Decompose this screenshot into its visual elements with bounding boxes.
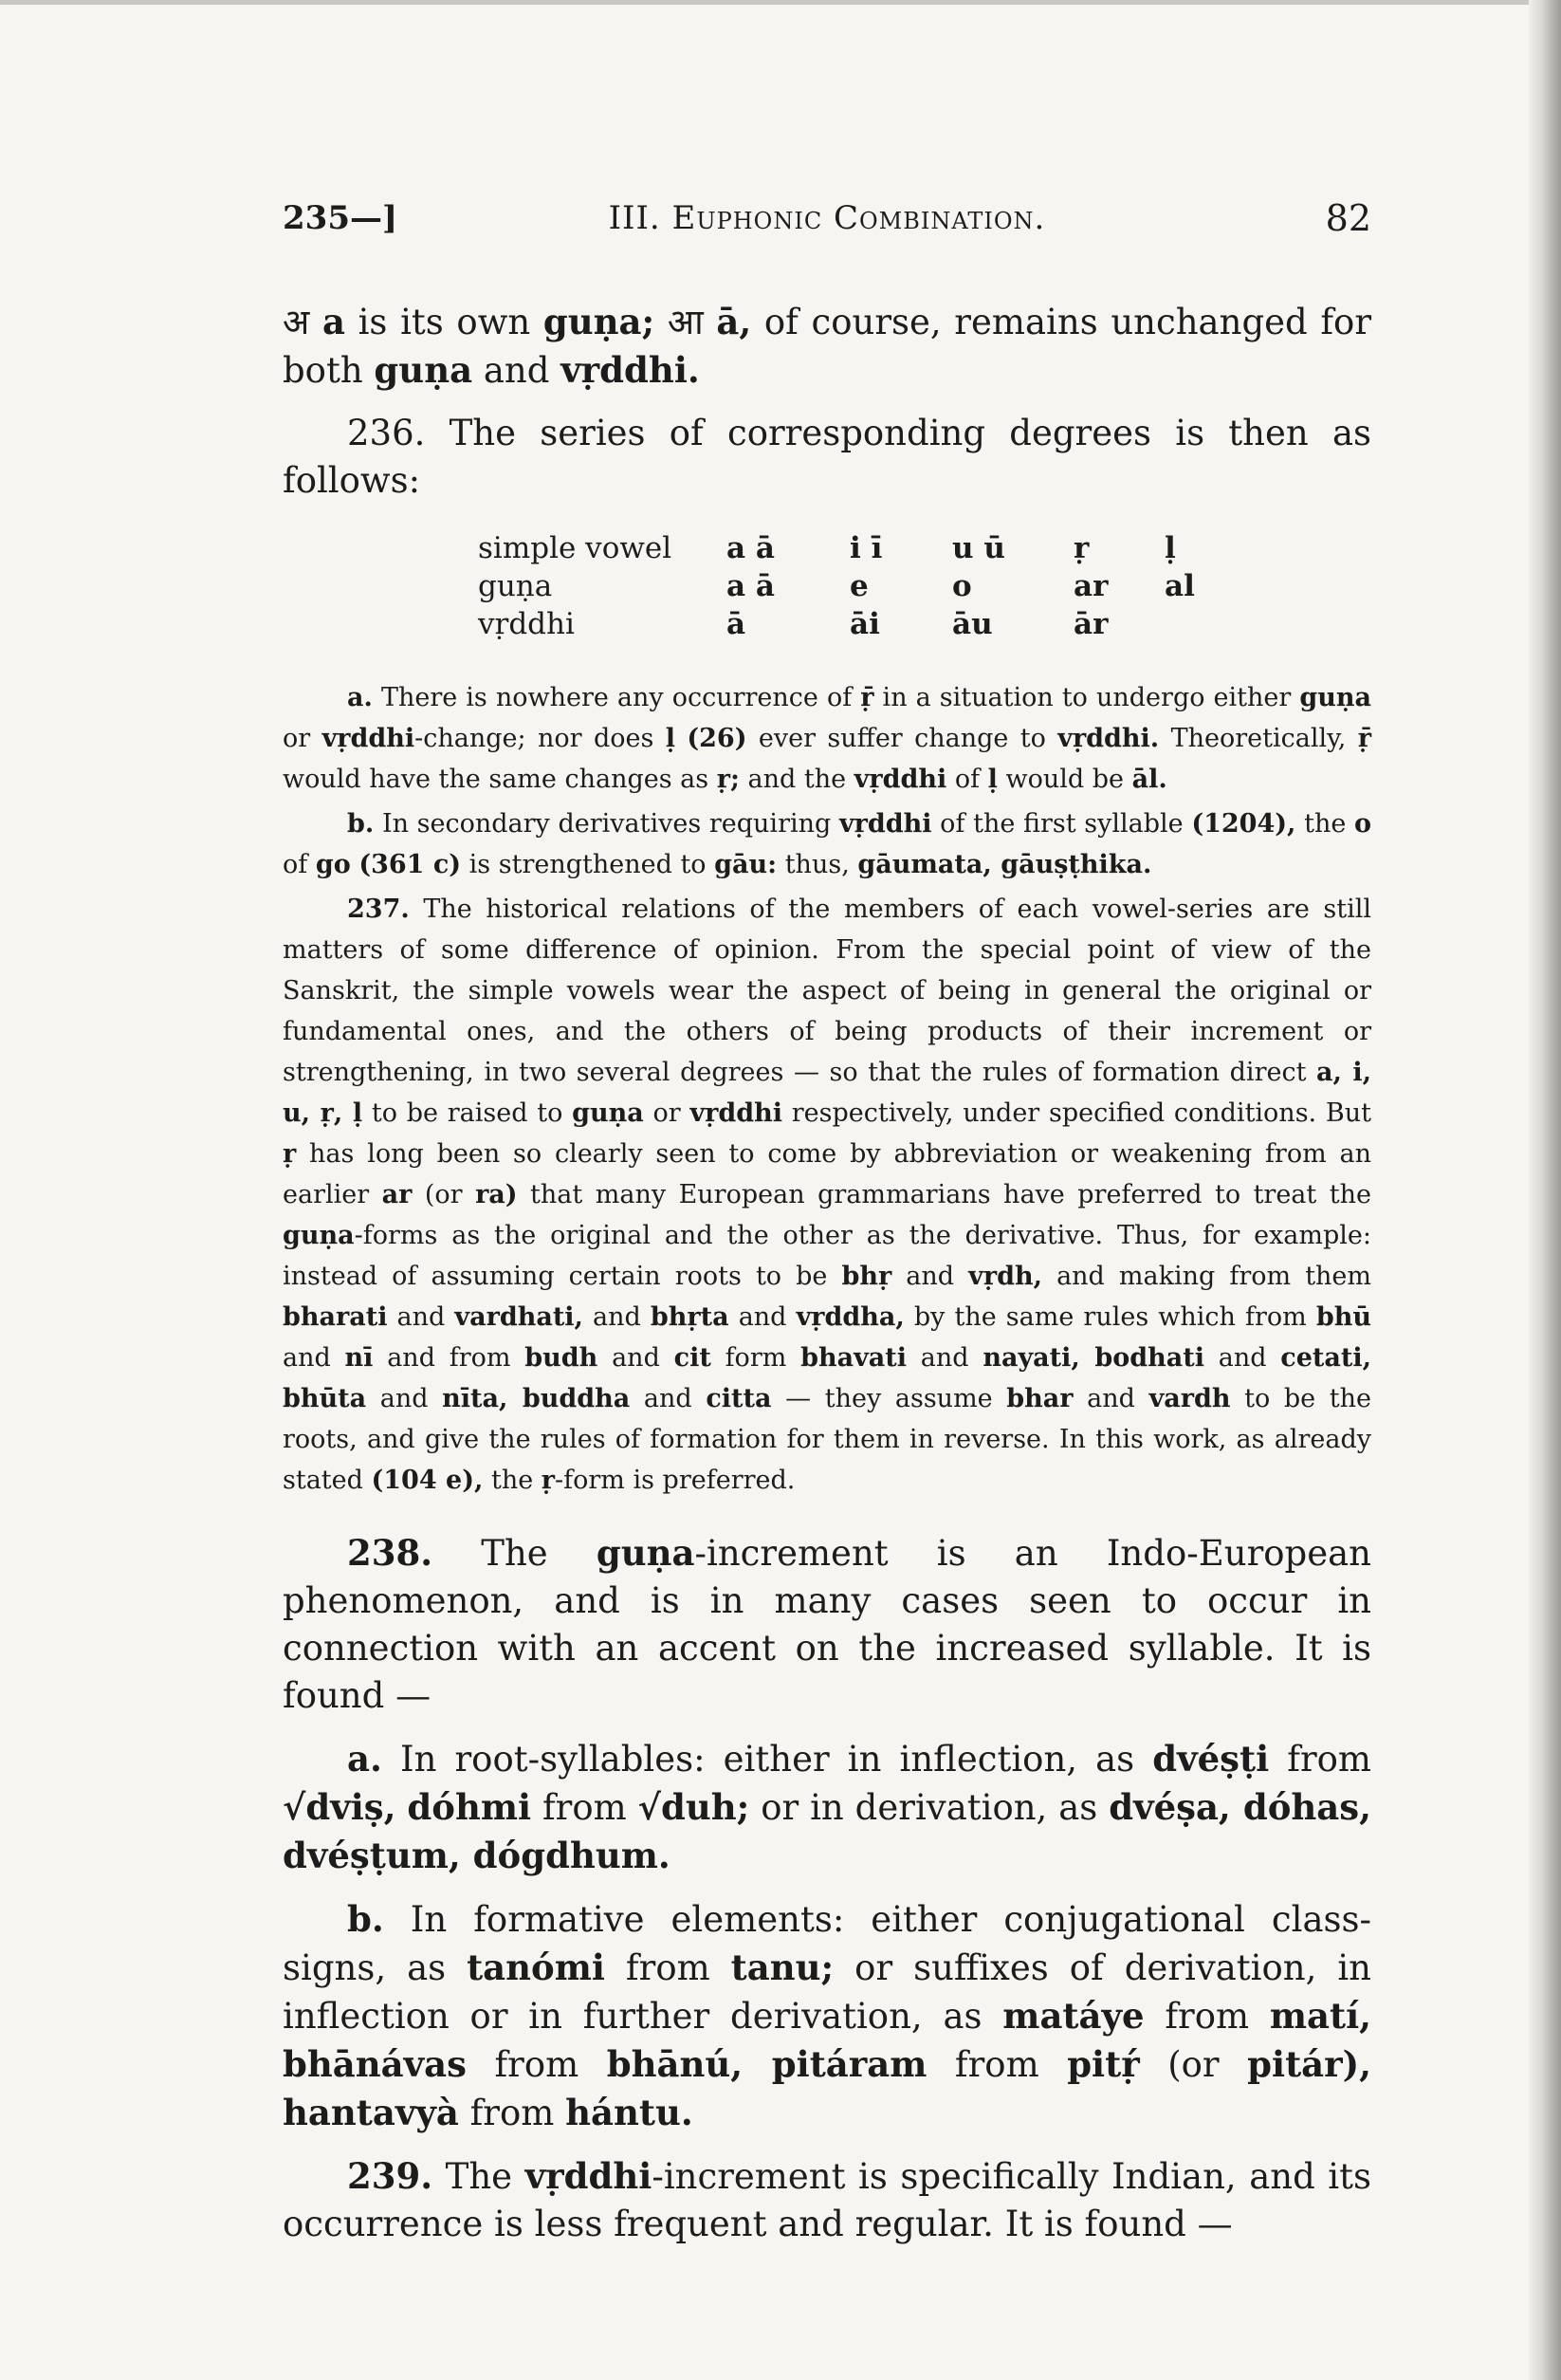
term-guna: guṇa; <box>542 301 655 342</box>
page-number: 82 <box>1325 197 1371 239</box>
section-236: 236. The series of corresponding degrees is then as follows: <box>283 413 1371 501</box>
table-row: simple vowel a ā i ī u ū ṛ ḷ <box>478 531 1176 565</box>
section-range: 235—] <box>283 199 398 237</box>
term-a: a <box>321 301 345 342</box>
devanagari-aa: आ <box>667 302 704 342</box>
section-236a: a. There is nowhere any occurrence of ṝ in a situation to undergo either guṇa or vṛddhi-change; nor does ḷ (26) ever suffer change to vṛddhi. Theoretically, ṝ would have the same changes as ṛ; and the vṛddhi of ḷ would be āl. <box>283 683 1371 794</box>
page-body <box>283 190 1371 2248</box>
book-gutter-edge <box>1529 0 1561 2380</box>
paragraph-235-continued: अ a is its own guṇa; आ ā, of course, remains unchanged for both guṇa and vṛddhi. <box>283 301 1372 391</box>
page-top-edge <box>0 0 1561 5</box>
section-238: 238. The guṇa-increment is an Indo-European phenomenon, and is in many cases seen to occur in connection with an accent on the increased syllable. It is found — <box>283 1532 1371 1716</box>
section-number: 236. <box>347 413 426 453</box>
vowel-degree-table <box>478 529 1371 643</box>
chapter-title: III. Euphonic Combination. <box>608 199 1046 237</box>
section-236b: b. In secondary derivatives requiring vṛddhi of the first syllable (1204), the o of go (361 c) is strengthened to gāu: thus, gāumata, gāuṣṭhika. <box>283 809 1372 879</box>
section-237: 237. The historical relations of the members of each vowel-series are still matters of some difference of opinion. From the special point of view of the Sanskrit, the simple vowels wear the aspect of being in general the original or fundamental ones, and the others of being products of their increment or strengthening, in two several degrees — so that the rules of formation direct a, i, u, ṛ, ḷ to be raised to guṇa or vṛddhi respectively, under specified conditions. But ṛ has long been so clearly seen to come by abbreviation or weakening from an earlier ar (or ra) that many European grammarians have preferred to treat the guṇa-forms as the original and the other as the derivative. Thus, for example: instead of assuming certain roots to be bhṛ and vṛdh, and making from them bharati and vardhati, and bhṛta and vṛddha, by the same rules which from bhū and nī and from budh and cit form bhavati and nayati, bodhati and cetati, bhūta and nīta, buddha and citta — they assume bhar and vardh to be the roots, and give the rules of formation for them in reverse. In this work, as already stated (104 e), the ṛ-form is preferred. <box>283 895 1372 1495</box>
section-239: 239. The vṛddhi-increment is specifically Indian, and its occurrence is less frequent and regular. It is found — <box>283 2155 1371 2244</box>
section-number: 237. <box>347 895 410 924</box>
section-238a: a. In root-syllables: either in inflection, as dvéṣṭi from √dviṣ, dóhmi from √duh; or in derivation, as dvéṣa, dóhas, dvéṣṭum, dógdhum. <box>283 1738 1371 1876</box>
table-row: guṇa a ā e o ar al <box>478 569 1195 603</box>
section-number: 238. <box>347 1532 433 1574</box>
running-header <box>283 190 1371 243</box>
table-row: vṛddhi ā āi āu ār <box>478 607 1109 641</box>
devanagari-a: अ <box>283 302 310 342</box>
section-238b: b. In formative elements: either conjugational class-signs, as tanómi from tanu; or suffixes of derivation, in inflection or in further derivation, as matáye from matí, bhānávas from bhānú, pitáram from pitṛ́ (or pitár), hantavyà from hántu. <box>283 1898 1372 2133</box>
term-aa: ā, <box>716 301 752 342</box>
section-number: 239. <box>347 2155 433 2197</box>
